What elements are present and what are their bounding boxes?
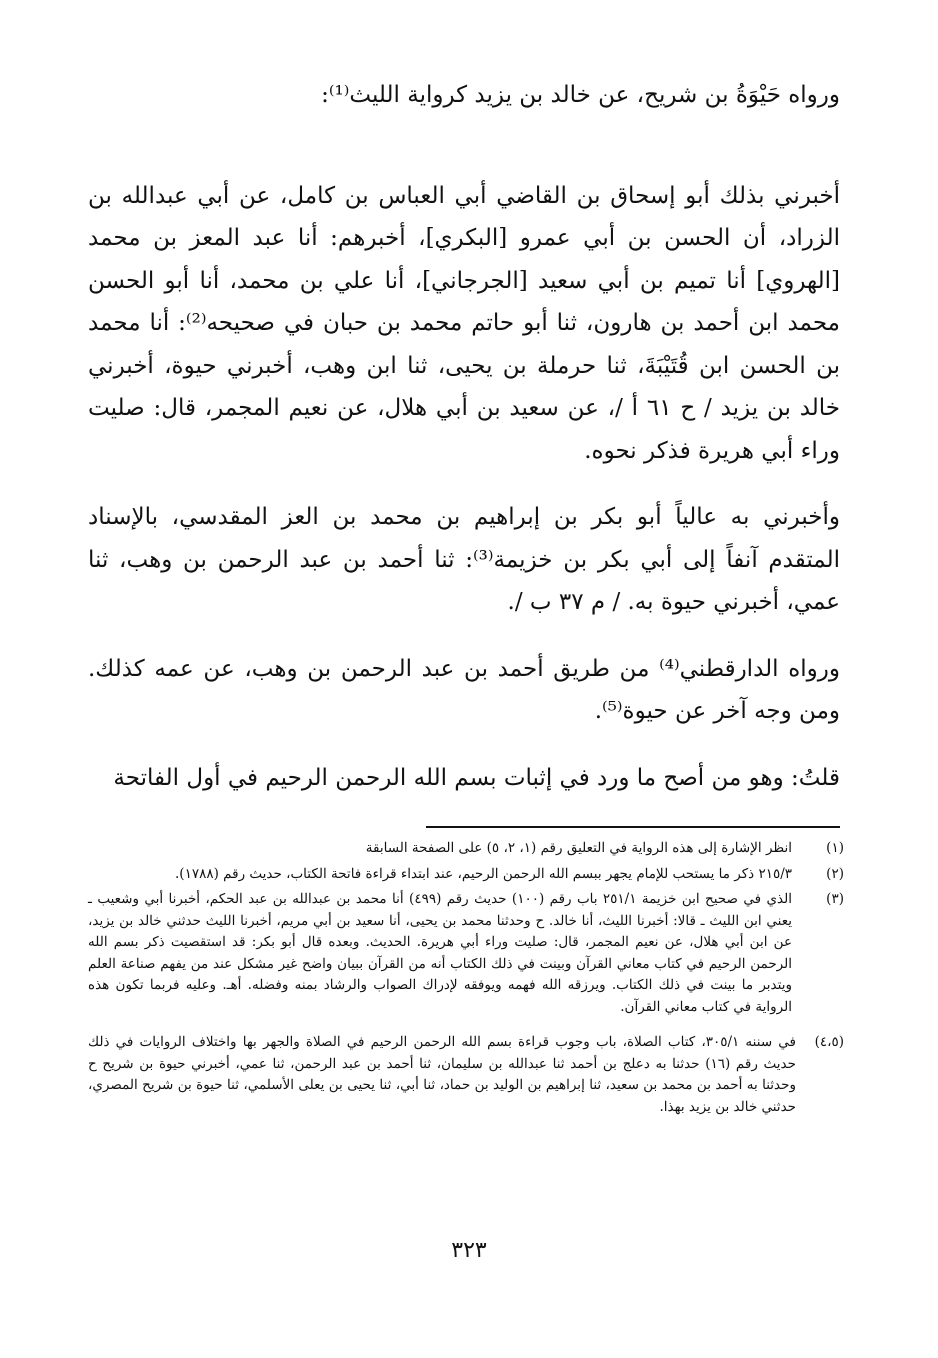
footnote-text: انظر الإشارة إلى هذه الرواية في التعليق رقم (١، ٢، ٥) على الصفحة السابقة [365,840,792,856]
footnote-text: الذي في صحيح ابن خزيمة ٢٥١/١ باب رقم (١٠٠) حديث رقم (٤٩٩) أنا محمد بن عبدالله بن عبد الحكم، أخبرنا أبي وشعيب ـ يعني ابن الليث ـ قالا: أخبرنا الليث، أنا خالد. ح وحدثنا محمد بن يحيى، أنا سعيد بن أبي مريم، أخبرنا الليث حدثني خالد بن يزيد، عن ابن أبي هلال، عن نعيم المجمر، قال: صليت وراء أبي هريرة. الحديث. وبعده قال أبو بكر: قد استقصيت ذكر بسم الله الرحمن الرحيم في كتاب معاني القرآن وبينت في ذلك الكتاب أنه من القرآن ببيان واضح غير مشكل عند من يفهم صناعة العلم ويتدبر ما بينت في ذلك الكتاب. ويرزقه الله فهمه ويوفقه لإدراك الصواب والرشاد بمنه وفضله. أهـ. وعليه فربما تكون هذه الرواية في كتاب معاني القرآن. [88,891,792,1015]
footnote-3 [88,889,844,1018]
footnote-text: في سننه ٣٠٥/١، كتاب الصلاة، باب وجوب قراءة بسم الله الرحمن الرحيم في الصلاة والجهر بها واختلاف الروايات في ذلك حديث رقم (١٦) حدثنا به دعلج بن أحمد ثنا عبدالله بن سليمان، ثنا أحمد بن عبد الرحمن، ثنا عمي، أخبرني حيوة بن شريح ح وحدثنا به أحمد بن محمد بن سعيد، ثنا إبراهيم بن الوليد بن حماد، ثنا أبي، ثنا يحيى بن يعلى الأسلمي، ثنا حيوة بن شريح المصري، حدثني خالد بن يزيد بهذا. [88,1034,796,1115]
footnote-number: (١) [826,840,844,856]
page-number: ٣٢٣ [451,1238,487,1263]
paragraph-1: ورواه حَيْوَةُ بن شريح، عن خالد بن يزيد كرواية الليث⁽¹⁾: [321,82,840,108]
footnote-number: (٣) [826,891,844,907]
paragraph-2: أخبرني بذلك أبو إسحاق بن القاضي أبي العباس بن كامل، عن أبي عبدالله بن الزراد، أن الحسن بن أبي عمرو [البكري]، أخبرهم: أنا عبد المعز بن محمد [الهروي] أنا تميم بن أبي سعيد [الجرجاني]، أنا علي بن محمد، أنا أبو الحسن محمد ابن أحمد بن هارون، ثنا أبو حاتم محمد بن حبان في صحيحه⁽²⁾: أنا محمد بن الحسن ابن قُتَيْبَةَ، ثنا حرملة بن يحيى، ثنا ابن وهب، أخبرني حيوة، أخبرني خالد بن يزيد / ح ٦١ أ /، عن سعيد بن أبي هلال، عن نعيم المجمر، قال: صليت وراء أبي هريرة فذكر نحوه. [88,182,840,464]
paragraph-3: وأخبرني به عالياً أبو بكر بن إبراهيم بن محمد بن العز المقدسي، بالإسناد المتقدم آنفاً إلى أبي بكر بن خزيمة⁽³⁾: ثنا أحمد بن عبد الرحمن بن وهب، ثنا عمي، أخبرني حيوة به. / م ٣٧ ب /. [88,504,840,615]
footnotes [88,838,844,1122]
paragraph-4: ورواه الدارقطني⁽⁴⁾ من طريق أحمد بن عبد الرحمن بن وهب، عن عمه كذلك. ومن وجه آخر عن حيوة⁽⁵⁾. [88,655,840,724]
footnote-text: ٢١٥/٣ ذكر ما يستحب للإمام يجهر ببسم الله الرحمن الرحيم، عند ابتداء قراءة فاتحة الكتاب، حديث رقم (١٧٨٨). [175,865,792,882]
footnote-2 [88,864,844,886]
footnote-divider [426,826,840,828]
footnote-4-5 [88,1032,844,1118]
footnote-number: (٤،٥) [814,1034,844,1050]
paragraph-5: قلتُ: وهو من أصح ما ورد في إثبات بسم الله الرحمن الرحيم في أول الفاتحة [113,764,840,791]
main-text [88,74,840,799]
footnote-number: (٢) [826,865,844,882]
footnote-1 [88,838,844,860]
